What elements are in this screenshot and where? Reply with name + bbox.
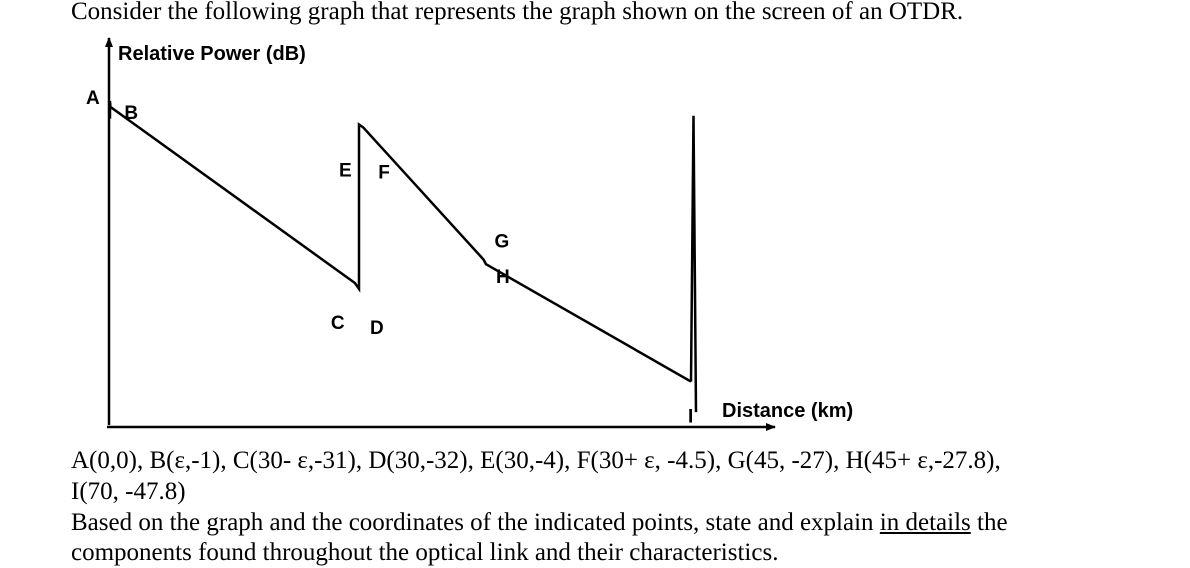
coordinates-line-2: I(70, -47.8)	[71, 478, 186, 505]
prompt-after: the	[970, 509, 1008, 536]
point-label-c: C	[330, 313, 345, 334]
prompt-before: Based on the graph and the coordinates of the indicated points, state and explain	[71, 509, 880, 536]
question-prompt	[71, 508, 1008, 538]
point-label-d: D	[370, 317, 384, 339]
point-label-f: F	[378, 162, 390, 184]
point-label-b: B	[124, 102, 139, 124]
point-label-g: G	[494, 231, 510, 253]
x-axis-label: Distance (km)	[722, 400, 854, 422]
coordinates-line-1: A(0,0), B(ε,-1), C(30- ε,-31), D(30,-32), E(30,-4), F(30+ ε, -4.5), G(45, -27), H(45+ ε,-27.8),	[71, 447, 1001, 474]
question-prompt-line-2: components found throughout the optical link and their characteristics.	[71, 539, 779, 566]
prompt-emphasis: in details	[879, 509, 971, 536]
y-axis-label: Relative Power (dB)	[118, 43, 306, 65]
question-intro: Consider the following graph that represents the graph shown on the screen of an OTDR.	[71, 0, 964, 25]
point-label-h: H	[496, 267, 510, 289]
point-labels	[86, 88, 693, 428]
otdr-trace-line	[110, 101, 691, 382]
end-reflection-spike	[691, 116, 696, 412]
point-label-e: E	[339, 160, 352, 182]
point-label-a: A	[86, 88, 100, 109]
point-label-i: I	[688, 406, 694, 428]
